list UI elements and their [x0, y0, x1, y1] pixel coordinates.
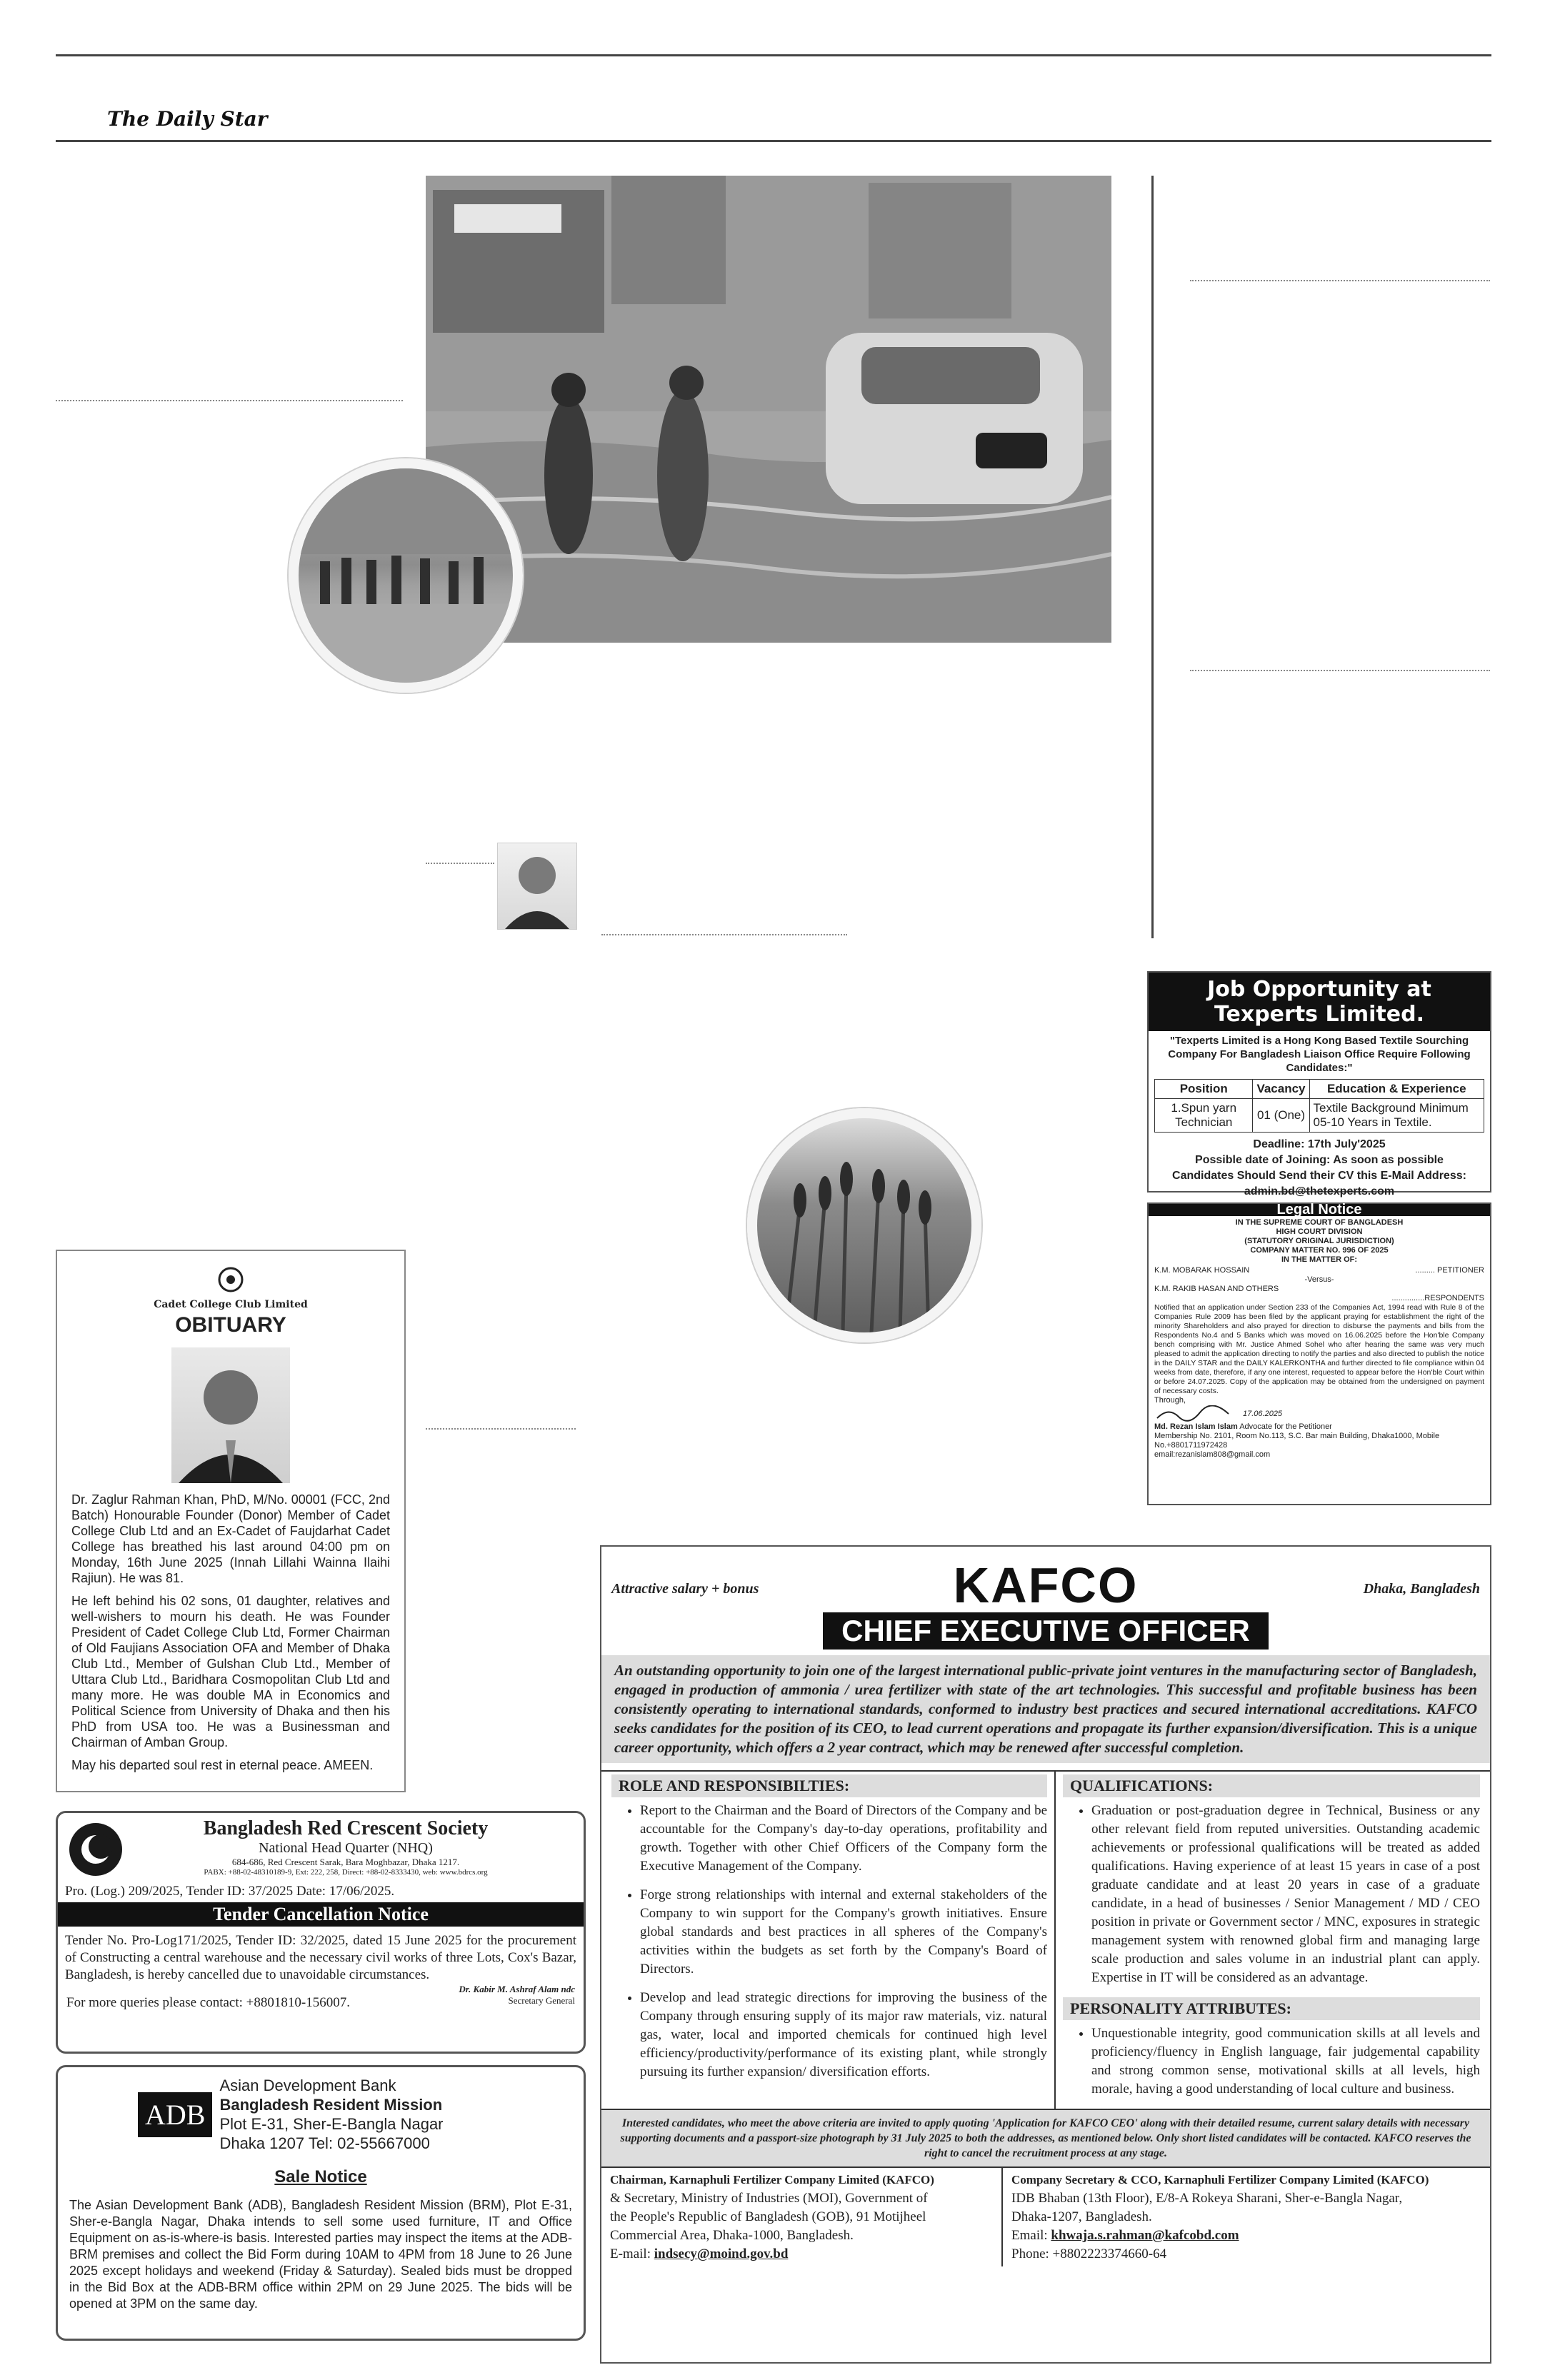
kafco-role-item: • Forge strong relationships with internal and external stakeholders of the Company to win support for the Company's growth initiatives. Ensure global standards and best practices in all spheres of the Company's activities within the budgets as set forth by the Company's Board of Directors.: [640, 1886, 1047, 1979]
legal-email: email:rezanislam808@gmail.com: [1154, 1450, 1271, 1459]
kafco-personality-list: [1063, 2024, 1480, 2099]
job-ad-email: admin.bd@thetexperts.com: [1244, 1185, 1395, 1197]
job-cell-education: Textile Background Minimum 05-10 Years in Textile.: [1309, 1099, 1484, 1133]
right-col-separator-1: [1190, 280, 1490, 281]
adb-line-4: Dhaka 1207 Tel: 02-55667000: [219, 2134, 430, 2152]
legal-respondents-role: ...............RESPONDENTS: [1391, 1294, 1484, 1302]
center-separator-1: [426, 863, 494, 864]
kafco-addr1-email-link[interactable]: indsecy@moind.gov.bd: [654, 2246, 789, 2261]
flood-street-photo: [426, 176, 1111, 643]
red-crescent-name: Bangladesh Red Crescent Society: [203, 1817, 489, 1839]
job-ad-texperts: [1147, 971, 1491, 1197]
obituary-para-2: He left behind his 02 sons, 01 daughter, relatives and well-wishers to mourn his death. He was Founder President of Cadet College Club Ltd, Former Chairman of Old Faujians Association OFA and Member of Dhaka Club Ltd., Member of Gulshan Club Ltd., Member of Uttara Club Ltd., Baridhara Cosmopolitan Club Ltd and many more. He was double MA in Economics and Political Science from University of Dhaka and then his PhD from USA too. He was a Businessman and Chairman of Amban Group.: [71, 1594, 390, 1749]
adb-logo: ADB: [138, 2092, 212, 2137]
kafco-addr1-line: & Secretary, Ministry of Industries (MOI), Government of: [610, 2191, 928, 2206]
adb-line-3: Plot E-31, Sher-E-Bangla Nagar: [219, 2115, 444, 2133]
cadet-club-logo-icon: [213, 1264, 249, 1295]
kafco-role-heading: ROLE AND RESPONSIBILTIES:: [611, 1774, 1047, 1797]
kafco-right-tag: Dhaka, Bangladesh: [1363, 1581, 1480, 1597]
kafco-role-item: • Report to the Chairman and the Board of Directors of the Company and be accountable for the Company's day-to-day operations, profitability and growth. Together with other Chief Officers of the Company form the Executive Management of the Company.: [640, 1802, 1047, 1876]
kafco-addr1-title: Chairman, Karnaphuli Fertilizer Company Limited (KAFCO): [610, 2173, 934, 2186]
legal-petitioner: K.M. MOBARAK HOSSAIN: [1154, 1266, 1250, 1275]
top-rule: [56, 54, 1491, 56]
kafco-qual-heading: QUALIFICATIONS:: [1063, 1774, 1480, 1797]
job-header-education: Education & Experience: [1309, 1080, 1484, 1099]
kafco-left-tag: Attractive salary + bonus: [611, 1581, 759, 1597]
kafco-ceo-ad: [600, 1545, 1491, 2364]
flood-street-illustration: [426, 176, 1111, 643]
kafco-role-item: • Develop and lead strategic directions for improving the business of the Company through ensuring supply of its major raw materials, viz. natural gas, water, local and imported chemicals for continued high level efficiency/productivity/performance of its existing plant, while strongly pursuing its further expansion/ diversification efforts.: [640, 1989, 1047, 2082]
kafco-addr2-line: Dhaka-1207, Bangladesh.: [1011, 2209, 1152, 2224]
red-crescent-tender-notice: [56, 1811, 586, 2054]
red-crescent-address: 684-686, Red Crescent Sarak, Bara Moghbazar, Dhaka 1217.: [231, 1857, 460, 1867]
kafco-banner: CHIEF EXECUTIVE OFFICER: [823, 1612, 1269, 1650]
adb-body: The Asian Development Bank (ADB), Bangladesh Resident Mission (BRM), Plot E-31, Sher-e-Bangla Nagar, Dhaka intends to sell some used furniture, IT and Office Equipment on as-is-where-is basis. Interested parties may inspect the items at the ADB-BRM premises and collect the Bid Form during 10AM to 4PM from 18 June to 26 June 2025 except holidays and weekend (Friday & Saturday). Sealed bids must be dropped in the Bid Box at the ADB-BRM office within 2PM on 29 June 2025. The bids will be opened at 3PM on the same day.: [69, 2198, 572, 2311]
legal-matter-no: COMPANY MATTER NO. 996 OF 2025: [1250, 1246, 1389, 1255]
kafco-qual-list: [1063, 1802, 1480, 1987]
red-crescent-logo-icon: [69, 1823, 122, 1876]
flood-inset-illustration: [299, 468, 513, 683]
obituary-title: OBITUARY: [175, 1313, 286, 1337]
kafco-qual-item: • Graduation or post-graduation degree in Technical, Business or any other relevant field from reputed universities. Outstanding academic achievements or professional qualifications will be treated as added qualifications. Having experience of at least 15 years in case of a post graduate candidate and at least 20 years in case of a graduate candidate, in a head of businesses / Senior Management / MD / CEO position in private or Government sector / MNC, exposures in strategic management system with renowned global firm and managing large scale production and sales volume in an industrial plant can apply. Expertise in IT will be considered as an advantage.: [1091, 1802, 1480, 1987]
kafco-role-list: [611, 1802, 1047, 2082]
adb-line-2: Bangladesh Resident Mission: [219, 2096, 443, 2114]
legal-court-1: IN THE SUPREME COURT OF BANGLADESH: [1235, 1218, 1404, 1227]
job-header-position: Position: [1155, 1080, 1253, 1099]
job-ad-intro: "Texperts Limited is a Hong Kong Based Textile Sourching Company For Bangladesh Liaison Office Require Following Candidates:": [1168, 1035, 1471, 1074]
columnist-portrait: [497, 843, 577, 930]
job-ad-table: [1154, 1079, 1484, 1133]
kafco-personality-heading: PERSONALITY ATTRIBUTES:: [1063, 1997, 1480, 2020]
red-crescent-banner: Tender Cancellation Notice: [58, 1902, 584, 1927]
red-crescent-signer: Dr. Kabir M. Ashraf Alam ndc: [459, 1984, 575, 1994]
legal-notice-title: Legal Notice: [1149, 1204, 1490, 1216]
obituary-para-3: May his departed soul rest in eternal peace. AMEEN.: [71, 1758, 374, 1772]
legal-court-2: HIGH COURT DIVISION: [1276, 1227, 1363, 1236]
center-separator-3: [426, 1428, 576, 1430]
legal-respondents: K.M. RAKIB HASAN AND OTHERS: [1154, 1285, 1279, 1293]
kafco-addr2-title: Company Secretary & CCO, Karnaphuli Fertilizer Company Limited (KAFCO): [1011, 2173, 1429, 2186]
kafco-addr2-email-label: Email:: [1011, 2228, 1048, 2243]
obituary-para-1: Dr. Zaglur Rahman Khan, PhD, M/No. 00001 (FCC, 2nd Batch) Honourable Founder (Donor) Member of Cadet College Club Ltd and an Ex-Cadet of Faujdarhat Cadet College has breathed his last around 04:00 pm on Monday, 16th June 2025 (Innah Lillahi Wainna Ilaihi Rajiun). He was 81.: [71, 1492, 390, 1585]
legal-address: Membership No. 2101, Room No.113, S.C. Bar main Building, Dhaka1000, Mobile No.+8801711972428: [1154, 1432, 1440, 1450]
kafco-intro: An outstanding opportunity to join one of the largest international public-private joint ventures in the manufacturing sector of Bangladesh, engaged in production of ammonia / urea fertilizer with state of the art technologies. This successful and profitable business has been consistently operating to international standards, conformed to industry best practices and secured international accreditations. KAFCO seeks candidates for the position of its CEO, to lead current operations and propagate its further expansion/diversification. This is a unique career opportunity, which offers a 2 year contract, which may be renewed after successful completion.: [601, 1655, 1490, 1763]
obituary-notice: [56, 1250, 406, 1792]
obituary-club: Cadet College Club Limited: [154, 1299, 308, 1310]
legal-versus: -Versus-: [1304, 1275, 1334, 1284]
center-separator-2: [601, 934, 847, 935]
left-col-separator: [56, 400, 403, 401]
kafco-addr2-line: IDB Bhaban (13th Floor), E/8-A Rokeya Sharani, Sher-e-Bangla Nagar,: [1011, 2191, 1403, 2206]
right-col-separator-2: [1190, 670, 1490, 671]
red-crescent-queries: For more queries please contact: +8801810-156007.: [66, 1995, 350, 2010]
legal-signature: [1154, 1405, 1233, 1422]
legal-advocate-role: Advocate for the Petitioner: [1239, 1422, 1332, 1431]
right-col-vertical-rule: [1151, 176, 1154, 938]
masthead-logo: The Daily Star: [107, 107, 268, 131]
adb-sale-notice: [56, 2065, 586, 2341]
legal-through: Through,: [1154, 1396, 1186, 1405]
job-header-vacancy: Vacancy: [1253, 1080, 1309, 1099]
legal-body: Notified that an application under Section 233 of the Companies Act, 1994 read with Rule 8 of the Companies Rule 2009 has been filed by the applicant praying for establishment the right of the minority Shareholders and also prayed for direction to disburse the payments and bills from the Respondents No.4 and 5 Banks which was moved on 16.06.2025 before the Hon'ble Company bench comprising with Mr. Justice Ahmed Sohel who after hearing the same was very much pleased to admit the application directing to notify the parties and also directed to publish the notice in the DAILY STAR and the DAILY KALERKONTHA and further directed to file compliance within 04 weeks from date, therefore, if any one interest, requested to appear before the Hon'ble Court within or before 24.07.2025. Copy of the application may be obtained from the undersigned on payment of necessary costs.: [1154, 1303, 1484, 1395]
job-ad-joining: Possible date of Joining: As soon as possible: [1195, 1154, 1444, 1166]
masthead-rule: [56, 140, 1491, 142]
obituary-photo: [171, 1347, 290, 1483]
legal-court-3: (STATUTORY ORIGINAL JURISDICTION): [1244, 1237, 1394, 1245]
kafco-addr1-line: the People's Republic of Bangladesh (GOB), 91 Motijheel: [610, 2209, 926, 2224]
adb-heading: Sale Notice: [274, 2167, 367, 2186]
red-crescent-ref: Pro. (Log.) 209/2025, Tender ID: 37/2025 Date: 17/06/2025.: [65, 1884, 395, 1899]
kafco-addr2-email-link[interactable]: khwaja.s.rahman@kafcobd.com: [1051, 2228, 1239, 2243]
job-cell-vacancy: 01 (One): [1253, 1099, 1309, 1133]
legal-advocate: Md. Rezan Islam Islam: [1154, 1422, 1238, 1431]
red-crescent-hq: National Head Quarter (NHQ): [259, 1840, 433, 1856]
legal-in-matter: IN THE MATTER OF:: [1281, 1255, 1358, 1264]
job-ad-send-cv: Candidates Should Send their CV this E-Mail Address:: [1172, 1170, 1466, 1182]
flood-inset-circle-photo: [289, 458, 523, 693]
crop-field-circle-photo: [747, 1108, 981, 1342]
kafco-addr1-line: Commercial Area, Dhaka-1000, Bangladesh.: [610, 2228, 854, 2243]
crop-field-illustration: [757, 1118, 971, 1332]
legal-petitioner-role: ......... PETITIONER: [1415, 1266, 1484, 1275]
legal-sig-date: 17.06.2025: [1243, 1409, 1283, 1418]
kafco-addr1-email-label: E-mail:: [610, 2246, 651, 2261]
adb-line-1: Asian Development Bank: [219, 2077, 396, 2094]
job-ad-deadline: Deadline: 17th July'2025: [1253, 1138, 1386, 1150]
legal-notice: [1147, 1202, 1491, 1505]
kafco-logo: KAFCO: [953, 1557, 1139, 1613]
job-cell-position: 1.Spun yarn Technician: [1155, 1099, 1253, 1133]
job-ad-title: Job Opportunity at Texperts Limited.: [1149, 973, 1490, 1031]
kafco-personality-item: • Unquestionable integrity, good communication skills at all levels and proficiency/fluency in English language, fair judgemental capability and strong common sense, motivational skills at all levels, high morale, having a good understanding of local culture and business.: [1091, 2024, 1480, 2099]
red-crescent-contact: PABX: +88-02-48310189-9, Ext: 222, 258, Direct: +88-02-8333430, web: www.bdrcs.org: [204, 1868, 488, 1877]
kafco-apply-note: Interested candidates, who meet the above criteria are invited to apply quoting 'Application for KAFCO CEO' along with their detailed resume, current salary details with necessary supporting documents and a passport-size photograph by 31 July 2025 to both the addresses, as mentioned below. Only short listed candidates will be contacted. KAFCO reserves the right to cancel the recruitment process at any stage.: [601, 2109, 1490, 2166]
red-crescent-signer-title: Secretary General: [508, 1995, 575, 2006]
red-crescent-body: Tender No. Pro-Log171/2025, Tender ID: 32/2025, dated 15 June 2025 for the procurement of Constructing a central warehouse and the necessary civil works of three Lots, Cox's Bazar, Bangladesh, is hereby cancelled due to unavoidable circumstances.: [65, 1933, 576, 1982]
kafco-addr2-phone: Phone: +8802223374660-64: [1011, 2246, 1167, 2261]
